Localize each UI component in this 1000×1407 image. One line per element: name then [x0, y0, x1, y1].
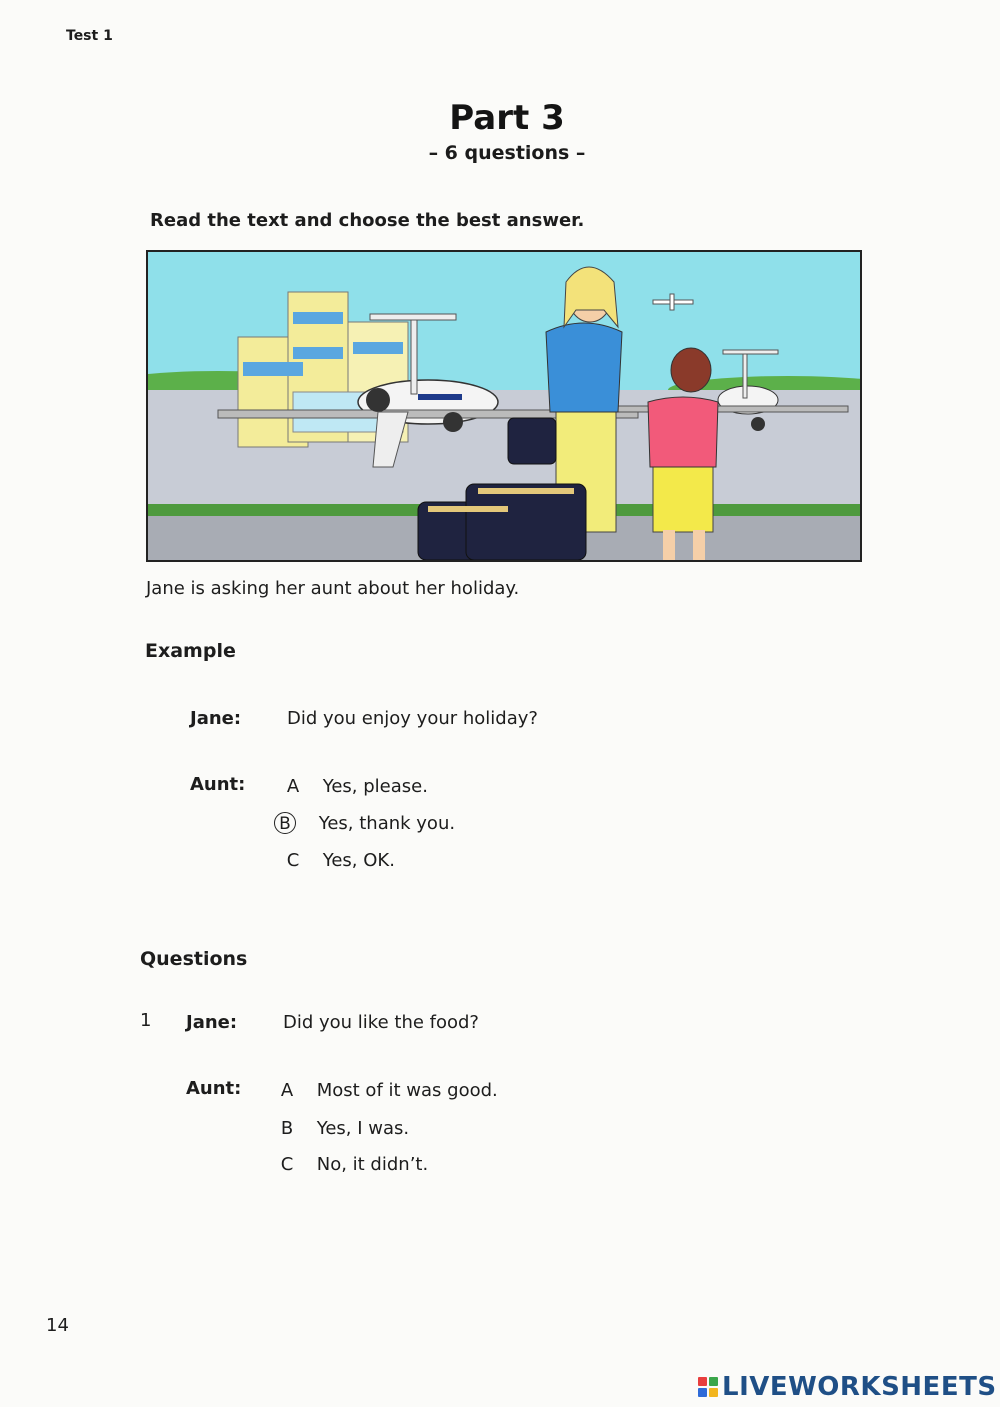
option-text: Most of it was good.: [316, 1080, 498, 1101]
question-speaker-jane: Jane:: [186, 1012, 238, 1033]
option-text: No, it didn’t.: [316, 1154, 429, 1175]
example-option-c: [283, 850, 395, 871]
option-letter: C: [286, 850, 300, 871]
question-option-a[interactable]: [277, 1080, 498, 1101]
question-option-b[interactable]: [277, 1118, 409, 1139]
question-option-c[interactable]: [277, 1154, 428, 1175]
example-prompt: Did you enjoy your holiday?: [287, 708, 538, 729]
part-title: Part 3: [449, 98, 565, 138]
questions-heading: Questions: [140, 948, 248, 970]
airport-scene-illustration: [146, 250, 862, 562]
option-letter: A: [286, 776, 300, 797]
option-text: Yes, thank you.: [318, 813, 456, 834]
question-prompt: Did you like the food?: [283, 1012, 479, 1033]
question-number: 1: [140, 1010, 152, 1031]
option-letter: C: [280, 1154, 294, 1175]
test-label: Test 1: [66, 28, 113, 44]
brand-grid-icon: [698, 1377, 718, 1397]
example-speaker-aunt: Aunt:: [190, 774, 246, 795]
option-letter: B: [280, 1118, 294, 1139]
brand-logo: [698, 1372, 997, 1402]
selected-answer-circle: B: [274, 812, 296, 834]
example-option-a: [283, 776, 428, 797]
example-speaker-jane: Jane:: [190, 708, 242, 729]
part-subtitle: – 6 questions –: [428, 142, 586, 164]
page-number: 14: [46, 1315, 69, 1336]
question-speaker-aunt: Aunt:: [186, 1078, 242, 1099]
example-heading: Example: [145, 640, 236, 662]
option-text: Yes, OK.: [322, 850, 395, 871]
option-letter: A: [280, 1080, 294, 1101]
instruction-text: Read the text and choose the best answer.: [150, 210, 585, 231]
option-text: Yes, please.: [322, 776, 428, 797]
option-text: Yes, I was.: [316, 1118, 410, 1139]
brand-name: LIVEWORKSHEETS: [722, 1372, 997, 1402]
example-option-b: [274, 812, 455, 834]
context-sentence: Jane is asking her aunt about her holiday.: [146, 578, 520, 599]
